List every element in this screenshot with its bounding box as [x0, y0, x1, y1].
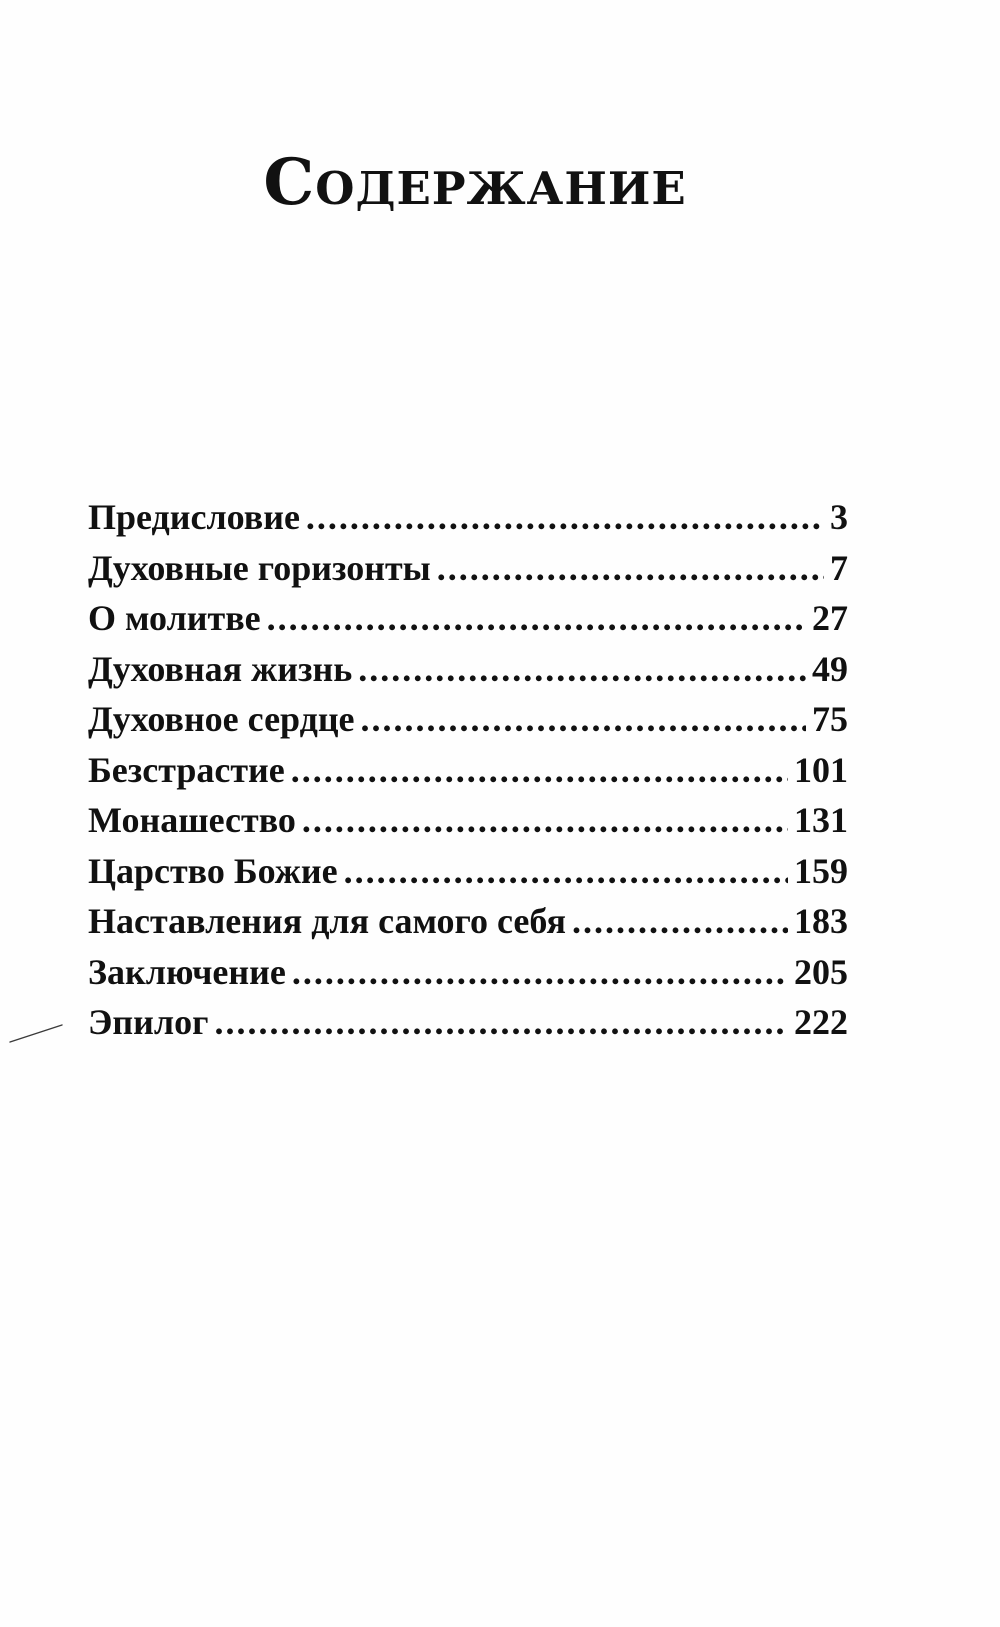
table-of-contents	[88, 496, 848, 1052]
toc-entry	[88, 951, 848, 1002]
toc-dot-leader	[292, 951, 788, 993]
toc-entry-label: Предисловие	[88, 497, 300, 537]
toc-entry-label: Царство Божие	[88, 850, 338, 891]
toc-entry-label: Заключение	[88, 951, 286, 992]
toc-entry-label: Монашество	[88, 800, 296, 840]
toc-dot-leader	[361, 698, 806, 740]
toc-entry	[88, 648, 848, 699]
toc-entry-page: 7	[830, 547, 848, 588]
toc-entry-page: 159	[794, 850, 848, 891]
toc-entry	[88, 749, 848, 800]
toc-entry-label: Духовная жизнь	[88, 648, 353, 689]
toc-entry	[88, 698, 848, 749]
toc-entry	[88, 900, 848, 951]
toc-entry-page: 101	[794, 749, 848, 790]
toc-entry-label: Наставления для самого себя	[88, 901, 566, 941]
toc-dot-leader	[302, 799, 788, 841]
pen-mark	[8, 1022, 64, 1044]
toc-entry-page: 49	[812, 648, 848, 689]
toc-entry	[88, 547, 848, 598]
toc-entry-page: 3	[830, 497, 848, 537]
toc-dot-leader	[214, 1001, 788, 1043]
toc-entry-label: Духовное сердце	[88, 699, 355, 739]
toc-entry-label: Духовные горизонты	[88, 547, 431, 588]
toc-dot-leader	[306, 496, 824, 538]
toc-dot-leader	[437, 547, 824, 589]
toc-dot-leader	[291, 749, 788, 791]
toc-entry-page: 222	[794, 1002, 848, 1042]
toc-entry-page: 131	[794, 800, 848, 840]
toc-entry-page: 27	[812, 598, 848, 638]
toc-entry-label: Безстрастие	[88, 749, 285, 790]
page-title: Содержание	[263, 144, 687, 220]
toc-dot-leader	[267, 597, 806, 639]
toc-dot-leader	[344, 850, 788, 892]
toc-entry	[88, 597, 848, 648]
toc-entry	[88, 1001, 848, 1052]
toc-entry-page: 75	[812, 699, 848, 739]
toc-entry-page: 183	[794, 901, 848, 941]
toc-entry	[88, 496, 848, 547]
toc-entry-label: Эпилог	[88, 1002, 209, 1042]
toc-dot-leader	[358, 648, 806, 690]
toc-entry	[88, 850, 848, 901]
toc-dot-leader	[572, 900, 788, 942]
toc-entry-label: О молитве	[88, 598, 261, 638]
toc-entry-page: 205	[794, 951, 848, 992]
toc-entry	[88, 799, 848, 850]
